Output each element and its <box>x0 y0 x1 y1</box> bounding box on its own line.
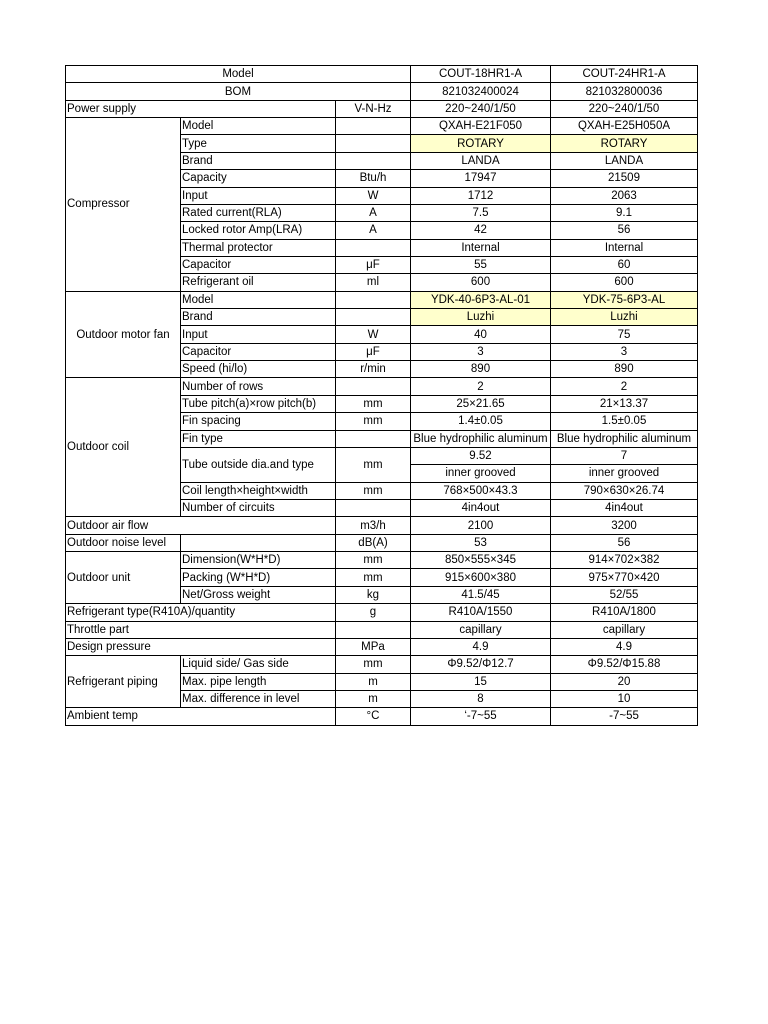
design-pressure-row <box>66 638 698 655</box>
outdoor-noise-level-value-2: 56 <box>551 534 698 551</box>
spec-value-2: 10 <box>551 690 698 707</box>
spec-value-2: Internal <box>551 239 698 256</box>
spec-value-1: 25×21.65 <box>411 395 551 412</box>
outdoor-motor-fan-group-label: Outdoor motor fan <box>66 291 181 378</box>
spec-unit: m <box>336 690 411 707</box>
spec-value-2: 4in4out <box>551 499 698 516</box>
model-name-2: COUT-24HR1-A <box>551 66 698 83</box>
spec-label: Refrigerant oil <box>181 274 336 291</box>
spec-value-2: 914×702×382 <box>551 552 698 569</box>
compressor-group-label: Compressor <box>66 118 181 292</box>
outdoor-noise-level-unit: dB(A) <box>336 534 411 551</box>
spec-value-2: QXAH-E25H050A <box>551 118 698 135</box>
spec-unit <box>336 239 411 256</box>
spec-unit: mm <box>336 447 411 482</box>
spec-label: Capacitor <box>181 256 336 273</box>
spec-unit: Btu/h <box>336 170 411 187</box>
throttle-part-value-1: capillary <box>411 621 551 638</box>
spec-value-1: 55 <box>411 256 551 273</box>
spec-value-1: 15 <box>411 673 551 690</box>
outdoor-unit-group-label: Outdoor unit <box>66 552 181 604</box>
throttle-part-value-2: capillary <box>551 621 698 638</box>
spec-unit: W <box>336 326 411 343</box>
spec-label: Tube outside dia.and type <box>181 447 336 482</box>
spec-value-2: Φ9.52/Φ15.88 <box>551 656 698 673</box>
spec-value-2: Luzhi <box>551 309 698 326</box>
spec-label: Input <box>181 326 336 343</box>
spec-value-2: 890 <box>551 361 698 378</box>
spec-unit <box>336 152 411 169</box>
spec-table <box>65 65 698 726</box>
spec-value-2: YDK-75-6P3-AL <box>551 291 698 308</box>
spec-value-2: 56 <box>551 222 698 239</box>
spec-label: Fin type <box>181 430 336 447</box>
outdoor-air-flow-label: Outdoor air flow <box>66 517 336 534</box>
spec-value-1: QXAH-E21F050 <box>411 118 551 135</box>
design-pressure-value-1: 4.9 <box>411 638 551 655</box>
spec-value-1: Luzhi <box>411 309 551 326</box>
spec-label: Model <box>181 118 336 135</box>
outdoor-coil-row <box>66 378 698 395</box>
spec-unit: A <box>336 222 411 239</box>
model-name-1: COUT-18HR1-A <box>411 66 551 83</box>
spec-value-1: 41.5/45 <box>411 586 551 603</box>
tube-type-value-1: inner grooved <box>411 465 551 482</box>
spec-value-2: 3 <box>551 343 698 360</box>
spec-value-1: 915×600×380 <box>411 569 551 586</box>
tube-type-value-2: inner grooved <box>551 465 698 482</box>
spec-unit: ml <box>336 274 411 291</box>
outdoor-unit-row <box>66 552 698 569</box>
spec-value-1: 850×555×345 <box>411 552 551 569</box>
spec-unit: μF <box>336 256 411 273</box>
bom-value-1: 821032400024 <box>411 83 551 100</box>
spec-value-1: Internal <box>411 239 551 256</box>
spec-value-1: 1712 <box>411 187 551 204</box>
spec-value-1: 7.5 <box>411 204 551 221</box>
spec-table-body <box>66 66 698 726</box>
ambient-temp-label: Ambient temp <box>66 708 336 725</box>
spec-unit: mm <box>336 656 411 673</box>
refrigerant-type-unit: g <box>336 604 411 621</box>
spec-unit <box>336 378 411 395</box>
spec-unit <box>336 118 411 135</box>
outdoor-noise-level-label: Outdoor noise level <box>66 534 181 551</box>
outdoor-motor-fan-row <box>66 291 698 308</box>
spec-unit: mm <box>336 482 411 499</box>
spec-label: Packing (W*H*D) <box>181 569 336 586</box>
spec-label: Brand <box>181 152 336 169</box>
ambient-temp-unit: °C <box>336 708 411 725</box>
spec-label: Number of rows <box>181 378 336 395</box>
spec-value-1: 2 <box>411 378 551 395</box>
outdoor-noise-level-row <box>66 534 698 551</box>
model-header-row <box>66 66 698 83</box>
design-pressure-value-2: 4.9 <box>551 638 698 655</box>
spec-value-2: 600 <box>551 274 698 291</box>
spec-unit <box>336 309 411 326</box>
outdoor-air-flow-unit: m3/h <box>336 517 411 534</box>
spec-label: Capacitor <box>181 343 336 360</box>
ambient-temp-value-1: ‘-7~55 <box>411 708 551 725</box>
power-supply-value-1: 220~240/1/50 <box>411 100 551 117</box>
refrigerant-type-value-1: R410A/1550 <box>411 604 551 621</box>
refrigerant-type-label: Refrigerant type(R410A)/quantity <box>66 604 336 621</box>
power-supply-row <box>66 100 698 117</box>
design-pressure-unit: MPa <box>336 638 411 655</box>
spec-unit: mm <box>336 413 411 430</box>
spec-unit: W <box>336 187 411 204</box>
spec-value-2: 2 <box>551 378 698 395</box>
spec-label: Thermal protector <box>181 239 336 256</box>
spec-label: Type <box>181 135 336 152</box>
outdoor-noise-level-value-1: 53 <box>411 534 551 551</box>
spec-value-1: 600 <box>411 274 551 291</box>
design-pressure-label: Design pressure <box>66 638 336 655</box>
spec-unit: m <box>336 673 411 690</box>
tube-dia-value-1: 9.52 <box>411 447 551 464</box>
spec-value-2: 975×770×420 <box>551 569 698 586</box>
spec-unit: μF <box>336 343 411 360</box>
spec-value-1: Φ9.52/Φ12.7 <box>411 656 551 673</box>
spec-value-2: 2063 <box>551 187 698 204</box>
spec-value-1: 3 <box>411 343 551 360</box>
spec-value-1: LANDA <box>411 152 551 169</box>
refrigerant-piping-group-label: Refrigerant piping <box>66 656 181 708</box>
spec-value-1: 1.4±0.05 <box>411 413 551 430</box>
power-supply-value-2: 220~240/1/50 <box>551 100 698 117</box>
spec-value-2: 75 <box>551 326 698 343</box>
spec-unit: A <box>336 204 411 221</box>
spec-unit <box>336 430 411 447</box>
throttle-part-row <box>66 621 698 638</box>
refrigerant-piping-row <box>66 656 698 673</box>
spec-unit <box>336 291 411 308</box>
ambient-temp-value-2: -7~55 <box>551 708 698 725</box>
power-supply-label: Power supply <box>66 100 336 117</box>
spec-label: Speed (hi/lo) <box>181 361 336 378</box>
spec-value-2: ROTARY <box>551 135 698 152</box>
outdoor-air-flow-row <box>66 517 698 534</box>
spec-value-1: 17947 <box>411 170 551 187</box>
spec-unit: mm <box>336 395 411 412</box>
spec-value-1: Blue hydrophilic aluminum <box>411 430 551 447</box>
spec-unit <box>336 135 411 152</box>
spec-value-2: 20 <box>551 673 698 690</box>
spec-label: Coil length×height×width <box>181 482 336 499</box>
model-header-label: Model <box>66 66 411 83</box>
outdoor-air-flow-value-2: 3200 <box>551 517 698 534</box>
spec-label: Tube pitch(a)×row pitch(b) <box>181 395 336 412</box>
ambient-temp-row <box>66 708 698 725</box>
bom-label: BOM <box>66 83 411 100</box>
spec-label: Locked rotor Amp(LRA) <box>181 222 336 239</box>
spec-unit: mm <box>336 552 411 569</box>
spec-value-2: 1.5±0.05 <box>551 413 698 430</box>
spec-label: Brand <box>181 309 336 326</box>
spec-label: Rated current(RLA) <box>181 204 336 221</box>
spec-label: Number of circuits <box>181 499 336 516</box>
spec-value-2: 9.1 <box>551 204 698 221</box>
spec-unit <box>336 499 411 516</box>
spec-value-1: 42 <box>411 222 551 239</box>
spec-value-1: 768×500×43.3 <box>411 482 551 499</box>
tube-dia-value-2: 7 <box>551 447 698 464</box>
bom-value-2: 821032800036 <box>551 83 698 100</box>
spec-value-1: 4in4out <box>411 499 551 516</box>
spec-label: Max. difference in level <box>181 690 336 707</box>
spec-value-2: 21509 <box>551 170 698 187</box>
spec-value-2: 21×13.37 <box>551 395 698 412</box>
spec-value-2: 60 <box>551 256 698 273</box>
spec-value-1: 40 <box>411 326 551 343</box>
spec-label: Capacity <box>181 170 336 187</box>
spec-value-2: 52/55 <box>551 586 698 603</box>
spec-label: Model <box>181 291 336 308</box>
spec-value-2: Blue hydrophilic aluminum <box>551 430 698 447</box>
spec-value-1: 890 <box>411 361 551 378</box>
spec-value-1: 8 <box>411 690 551 707</box>
bom-row <box>66 83 698 100</box>
refrigerant-type-value-2: R410A/1800 <box>551 604 698 621</box>
empty-cell <box>181 534 336 551</box>
spec-value-2: 790×630×26.74 <box>551 482 698 499</box>
power-supply-unit: V-N-Hz <box>336 100 411 117</box>
spec-label: Dimension(W*H*D) <box>181 552 336 569</box>
spec-label: Input <box>181 187 336 204</box>
spec-label: Fin spacing <box>181 413 336 430</box>
throttle-part-unit <box>336 621 411 638</box>
spec-unit: kg <box>336 586 411 603</box>
refrigerant-type-row <box>66 604 698 621</box>
spec-value-1: ROTARY <box>411 135 551 152</box>
outdoor-coil-group-label: Outdoor coil <box>66 378 181 517</box>
spec-value-1: YDK-40-6P3-AL-01 <box>411 291 551 308</box>
compressor-row <box>66 118 698 135</box>
spec-value-2: LANDA <box>551 152 698 169</box>
spec-unit: r/min <box>336 361 411 378</box>
outdoor-air-flow-value-1: 2100 <box>411 517 551 534</box>
spec-label: Max. pipe length <box>181 673 336 690</box>
throttle-part-label: Throttle part <box>66 621 336 638</box>
spec-unit: mm <box>336 569 411 586</box>
spec-label: Net/Gross weight <box>181 586 336 603</box>
spec-label: Liquid side/ Gas side <box>181 656 336 673</box>
